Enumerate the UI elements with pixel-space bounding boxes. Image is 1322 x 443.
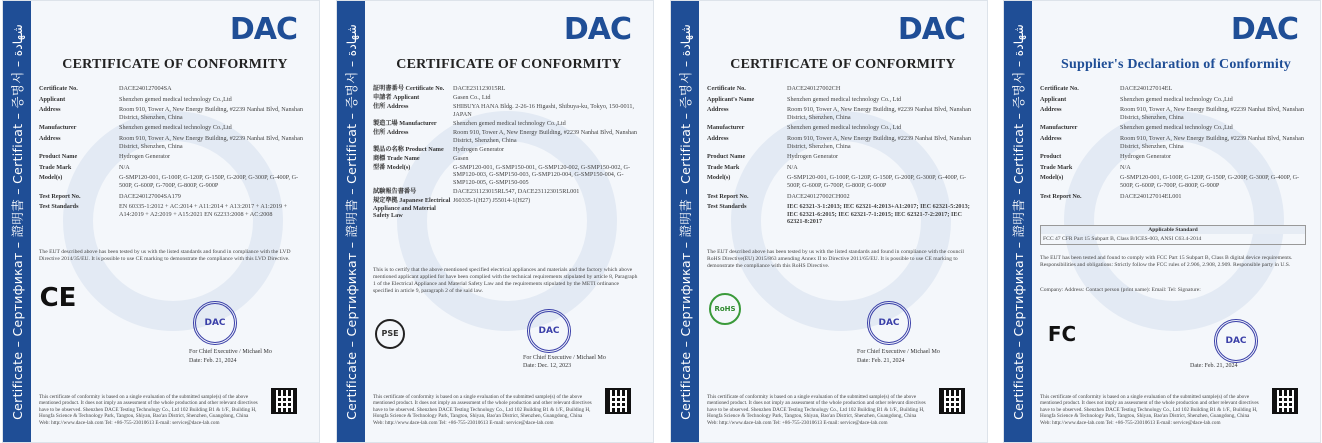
applicable-standard-box: Applicable Standard FCC 47 CFR Part 15 Subpart B, Class B/ICES-003, ANSI C63.4-2014	[1040, 225, 1306, 245]
field-row: Product Name Hydrogen Generator	[707, 153, 839, 161]
rohs-mark-icon: RoHS	[709, 293, 741, 325]
certificate-rohs	[670, 0, 988, 443]
conformity-statement: This is to certify that the above mentioned specified electrical appliances and materials and the factory which above mentioned applicant applied for have been complied with the technical requirements stipulated by article 8, Paragraph 1 of the Electrical Appliance and Material Safety Law and the requirements stipulated by the METI ordinance specified in article 9, paragraph 2 of the said law.	[373, 267, 638, 294]
certificate-footer: This certificate of conformity is based on a single evaluation of the submitted sample(s) of the above mentioned product. It does not imply an assessment of the whole production and other relevant directives have to be observed. Shenzhen DACE Testing Technology Co., Ltd 102 Building B1 & 1/F., Building H, Hongfa Science & Technology Park, Tangtou, Shiyan, Bao'an District, Shenzhen, Guangdong, China Web: http://www.dace-lab.com Tel: +86-755-23010613 E-mail: service@dace-lab.com	[707, 393, 926, 426]
field-row: Manufacturer Shenzhen gemed medical technology Co.,Ltd	[1040, 124, 1233, 132]
signer: For Chief Executive / Michael Mo	[523, 355, 606, 361]
certificate-footer: This certificate of conformity is based on a single evaluation of the submitted sample(s) of the above mentioned product. It does not imply an assessment of the whole production and other relevant directives have to be observed. Shenzhen DACE Testing Technology Co., Ltd 102 Building B1 & 1/F., Building H, Hongfa Science & Technology Park, Tangtou, Shiyan, Bao'an District, Shenzhen, Guangdong, China Web: http://www.dace-lab.com Tel: +86-755-23010613 E-mail: service@dace-lab.com	[1040, 393, 1259, 426]
field-row: Address Room 910, Tower A, New Energy Building, #2239 Nanhai Blvd, Nanshan District, Shenzhen, China	[707, 134, 971, 150]
ce-mark-icon: CE	[39, 283, 77, 313]
conformity-statement: The EUT has been tested and found to comply with FCC Part 15 Subpart B, Class B digital device requirements. Responsibilities and obligations: Strictly follow the FCC rules of 2.906, 2.908, 2.909. Responsible party in U.S.	[1040, 255, 1293, 268]
field-row: Certificate No. DACE240127014EL	[1040, 85, 1173, 92]
certificate-fields	[39, 85, 305, 221]
certificate-band: Certificate – Сертификат – 證明書 – Certificat – 증명서 – شهادة	[3, 1, 31, 443]
field-row: Product Hydrogen Generator	[1040, 153, 1172, 161]
field-row: Trade Mark N/A	[39, 163, 130, 171]
field-row: Trade Mark N/A	[1040, 163, 1131, 171]
issue-date: Date: Feb. 21, 2024	[189, 358, 237, 364]
qr-code-icon	[939, 388, 965, 414]
field-row: Product Name Hydrogen Generator	[39, 153, 171, 161]
certificate-title: CERTIFICATE OF CONFORMITY	[396, 57, 622, 72]
field-row: Address Room 910, Tower A, New Energy Building, #2239 Nanhai Blvd, Nanshan District, Shenzhen, China	[39, 134, 303, 150]
field-row: Test Report No. DACE240127004SA179	[39, 192, 181, 200]
dac-stamp: DAC	[527, 309, 571, 353]
field-row: Test Standards EN 60335-1:2012 + AC:2014 + A11:2014 + A13:2017 + A1:2019 + A14:2019 + A2:2019 + A15:2021 EN 62233:2008 + AC:2008	[39, 203, 288, 218]
dac-logo: DAC	[563, 12, 631, 47]
dac-stamp: DAC	[1214, 319, 1258, 363]
certificate-fcc	[1003, 0, 1321, 443]
dac-stamp: DAC	[867, 301, 911, 345]
field-row: Test Standards IEC 62321-3-1:2013; IEC 62321-4:2013+A1:2017; IEC 62321-5:2013; IEC 62321-6:2015; IEC 62321-7-1:2015; IEC 62321-7-2:2017; IEC 62321-8:2017	[707, 203, 970, 226]
certificate-fields	[1040, 85, 1306, 203]
signer: For Chief Executive / Michael Mo	[189, 349, 272, 355]
field-row: 型番 Model(s) G-SMP120-001, G-SMP150-001, G-SMP120-002, G-SMP150-002, G-SMP120-003, G-SMP150-003, G-SMP120-004, G-SMP150-004, G-SMP120-005, G-SMP150-005	[373, 163, 631, 187]
field-row: 製造工場 Manufacturer Shenzhen gemed medical technology Co.,Ltd	[373, 119, 566, 127]
field-row: 証明書番号 Certificate No. DACE231123015RL	[373, 85, 506, 92]
certificate-band: Certificate – Сертификат – 證明書 – Certificat – 증명서 – شهادة	[1004, 1, 1032, 443]
field-row: Address Room 910, Tower A, New Energy Building, #2239 Nanhai Blvd, Nanshan District, Shenzhen, China	[1040, 106, 1304, 121]
field-row: Manufacturer Shenzhen gemed medical technology Co., Ltd	[707, 124, 902, 132]
fcc-mark-icon: FC	[1047, 322, 1077, 346]
field-row: Applicant's Name Shenzhen gemed medical technology Co., Ltd	[707, 95, 902, 103]
field-row: Test Report No. DACE240127014EL001	[1040, 192, 1182, 200]
issue-date: Date: Feb. 21, 2024	[1190, 363, 1238, 369]
dac-stamp: DAC	[193, 301, 237, 345]
field-row: 申請者 Applicant Gasen Co., Ltd	[373, 94, 491, 102]
field-row: Address Room 910, Tower A, New Energy Building, #2239 Nanhai Blvd, Nanshan District, Shenzhen, China	[39, 106, 303, 121]
qr-code-icon	[1272, 388, 1298, 414]
field-row: Certificate No. DACE240127004SA	[39, 85, 172, 92]
signer: For Chief Executive / Michael Mo	[857, 349, 940, 355]
pse-mark-icon: PSE	[375, 319, 405, 349]
qr-code-icon	[271, 388, 297, 414]
field-row: Model(s) G-SMP120-001, G-100P, G-120P, G-150P, G-200P, G-300P, G-400P, G-500P, G-600P, G-700P, G-800P, G-900P	[39, 174, 299, 189]
field-row: 製品の名称 Product Name Hydrogen Generator	[373, 145, 505, 153]
field-row: 商標 Trade Name Gasen	[373, 154, 469, 162]
dac-logo: DAC	[1230, 12, 1298, 47]
dac-logo: DAC	[897, 12, 965, 47]
field-row: Certificate No. DACE240127002CH	[707, 85, 841, 92]
field-row: 住所 Address SHIBUYA HANA Bldg. 2-26-16 Higashi, Shibuya-ku, Tokyo, 150-0011, JAPAN	[373, 103, 635, 118]
field-row: 住所 Address Room 910, Tower A, New Energy Building, #2239 Nanhai Blvd, Nanshan District, Shenzhen, China	[373, 128, 637, 144]
field-row: Address Room 910, Tower A, New Energy Building, #2239 Nanhai Blvd, Nanshan District, Shenzhen, China	[707, 106, 971, 121]
field-row: Test Report No. DACE240127002CH002	[707, 192, 850, 200]
certificate-fields	[707, 85, 973, 229]
certificate-pse	[336, 0, 654, 443]
field-row: Model(s) G-SMP120-001, G-100P, G-120P, G-150P, G-200P, G-300P, G-400P, G-500P, G-600P, G-700P, G-800P, G-900P	[707, 174, 967, 189]
conformity-statement: The EUT described above has been tested by us with the listed standards and found in compliance with the council RoHS Directive(EU) 2015/863 amending Annex II to Directive 2011/65/EU. It is possible to use CE marking to demonstrate the compliance with this RoHS Directive.	[707, 249, 964, 269]
certificate-title: CERTIFICATE OF CONFORMITY	[730, 57, 956, 72]
certificate-band: Certificate – Сертификат – 證明書 – Certificat – 증명서 – شهادة	[671, 1, 699, 443]
qr-code-icon	[605, 388, 631, 414]
field-row: Applicant Shenzhen gemed medical technology Co.,Ltd	[1040, 95, 1233, 103]
conformity-statement: The EUT described above has been tested by us with the listed standards and found in compliance with the LVD Directive 2014/35/EU. It is possible to use CE marking to demonstrate the compliance with this LVD Directive.	[39, 249, 291, 262]
field-row: Model(s) G-SMP120-001, G-100P, G-120P, G-150P, G-200P, G-300P, G-400P, G-500P, G-600P, G-700P, G-800P, G-900P	[1040, 174, 1300, 189]
dac-logo: DAC	[229, 12, 297, 47]
certificate-band: Certificate – Сертификат – 證明書 – Certificat – 증명서 – شهادة	[337, 1, 365, 443]
field-row: 規定準拠 Japanese Electrical Appliance and Material Safety Law J60335-1(H27) J55014-1(H27)	[373, 197, 531, 220]
issue-date: Date: Feb. 21, 2024	[857, 358, 905, 364]
issue-date: Date: Dec. 12, 2023	[523, 363, 572, 369]
field-row: 試験報告書番号 DACE231123015RL547, DACE231123015RL001	[373, 188, 580, 196]
field-row: Trade Mark N/A	[707, 163, 798, 171]
certificate-title: Supplier's Declaration of Conformity	[1060, 57, 1292, 72]
certificate-title: CERTIFICATE OF CONFORMITY	[62, 57, 288, 72]
certificate-footer: This certificate of conformity is based on a single evaluation of the submitted sample(s) of the above mentioned product. It does not imply an assessment of the whole production and other relevant directives have to be observed. Shenzhen DACE Testing Technology Co., Ltd 102 Building B1 & 1/F., Building H, Hongfa Science & Technology Park, Tangtou, Shiyan, Bao'an District, Shenzhen, Guangdong, China Web: http://www.dace-lab.com Tel: +86-755-23010613 E-mail: service@dace-lab.com	[373, 393, 592, 426]
certificate-fields	[373, 85, 639, 222]
field-row: Address Room 910, Tower A, New Energy Building, #2239 Nanhai Blvd, Nanshan District, Shenzhen, China	[1040, 134, 1304, 150]
certificate-footer: This certificate of conformity is based on a single evaluation of the submitted sample(s) of the above mentioned product. It does not imply an assessment of the whole production and other relevant directives have to be observed. Shenzhen DACE Testing Technology Co., Ltd 102 Building B1 & 1/F., Building H, Hongfa Science & Technology Park, Tangtou, Shiyan, Bao'an District, Shenzhen, Guangdong, China Web: http://www.dace-lab.com Tel: +86-755-23010613 E-mail: service@dace-lab.com	[39, 393, 258, 426]
responsible-party-fields: Company: Address: Contact person (print name): Email: Tel: Signature:	[1040, 287, 1201, 293]
field-row: Manufacturer Shenzhen gemed medical technology Co.,Ltd	[39, 124, 232, 132]
certificate-lvd	[2, 0, 320, 443]
field-row: Applicant Shenzhen gemed medical technology Co.,Ltd	[39, 95, 232, 103]
